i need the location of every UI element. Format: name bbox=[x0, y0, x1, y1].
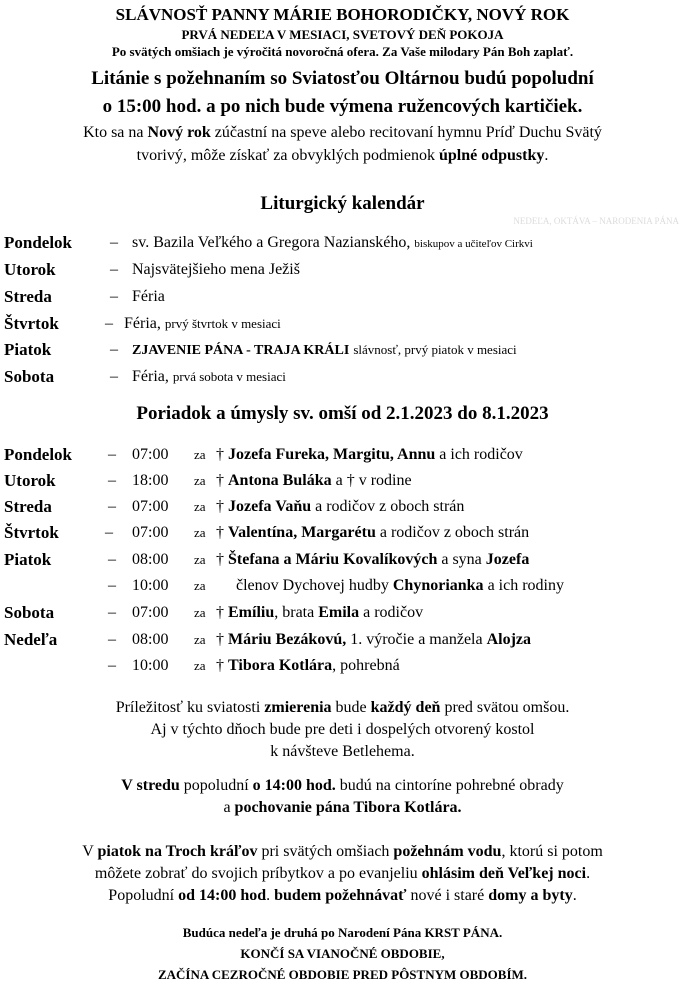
dash-separator: – bbox=[108, 631, 116, 648]
calendar-small-text: prvý štvrtok v mesiaci bbox=[164, 316, 281, 331]
indulgence-note: Kto sa na Nový rok zúčastní na speve alebo recitovaní hymnu Príď Duchu Svätý tvorivý, môže získať za obvyklých podmienok úplné odpustky. bbox=[83, 124, 602, 164]
calendar-main-text: Féria bbox=[132, 288, 165, 305]
calendar-small-text: slávnosť, prvý piatok v mesiaci bbox=[353, 342, 517, 357]
calendar-text bbox=[124, 311, 281, 337]
mass-za: za bbox=[194, 473, 206, 488]
calendar-day: Streda bbox=[4, 287, 52, 306]
intention-name: Jozefa bbox=[485, 551, 530, 568]
intention-name: Tibora Kotlára bbox=[228, 657, 333, 674]
cross-icon: † bbox=[216, 524, 224, 541]
calendar-main-text: sv. Bazila Veľkého a Gregora Nazianského, bbox=[132, 234, 411, 251]
mass-day: Utorok bbox=[4, 471, 56, 490]
intention-text: a rodičov bbox=[359, 604, 424, 621]
intention-text: členov Dychovej hudby bbox=[236, 577, 393, 594]
dash-separator: – bbox=[108, 577, 116, 594]
intention-name: Antona Buláka bbox=[228, 472, 332, 489]
intention-text: a † v rodine bbox=[331, 472, 412, 489]
mass-za: za bbox=[194, 552, 206, 567]
intention-name: Jozefa Vaňu bbox=[228, 498, 312, 515]
intention-name: Emila bbox=[318, 604, 360, 621]
cross-icon: † bbox=[216, 631, 224, 648]
dash-separator: – bbox=[108, 604, 116, 621]
mass-time: 10:00 bbox=[132, 657, 169, 674]
intention-name: Jozefa Fureka, Margitu, Annu bbox=[228, 446, 436, 463]
mass-time: 07:00 bbox=[132, 498, 169, 515]
funeral-notice: V stredu popoludní o 14:00 hod. budú na cintoríne pohrebné obrady a pochovanie pána Tibora Kotlára. bbox=[121, 777, 564, 816]
mass-intention bbox=[216, 547, 529, 573]
page-title: SLÁVNOSŤ PANNY MÁRIE BOHORODIČKY, NOVÝ ROK bbox=[115, 5, 570, 24]
intention-text: a rodičov z oboch strán bbox=[375, 524, 530, 541]
intention-text: a ich rodiny bbox=[483, 577, 564, 594]
mass-za: za bbox=[194, 499, 206, 514]
dash-separator: – bbox=[108, 472, 116, 489]
mass-intention bbox=[216, 653, 400, 679]
intention-text: a syna bbox=[437, 551, 486, 568]
mass-intention bbox=[216, 600, 423, 626]
mass-za: za bbox=[194, 525, 206, 540]
dash-separator: – bbox=[110, 341, 118, 358]
intention-name: Valentína, Margarétu bbox=[228, 524, 376, 541]
mass-time: 18:00 bbox=[132, 472, 169, 489]
mass-za: za bbox=[194, 447, 206, 462]
dash-separator: – bbox=[110, 261, 118, 278]
calendar-day: Piatok bbox=[4, 340, 52, 359]
cross-icon: † bbox=[216, 551, 224, 568]
confession-notice: Príležitosť ku sviatosti zmierenia bude každý deň pred svätou omšou. Aj v týchto dňoch bude pre deti i dospelých otvorený kostol k návšteve Betlehema. bbox=[115, 699, 570, 760]
intention-text: , brata bbox=[274, 604, 319, 621]
calendar-day: Pondelok bbox=[4, 233, 73, 252]
mass-day: Streda bbox=[4, 497, 52, 516]
mass-day: Štvrtok bbox=[4, 523, 59, 542]
dash-separator: – bbox=[110, 368, 118, 385]
intention-name: Chynorianka bbox=[392, 577, 484, 594]
mass-intention bbox=[216, 494, 464, 520]
dash-separator: – bbox=[108, 446, 116, 463]
calendar-main-text: Féria, bbox=[124, 315, 161, 332]
mass-intention bbox=[216, 627, 531, 653]
dash-separator: – bbox=[110, 288, 118, 305]
mass-za: za bbox=[194, 658, 206, 673]
mass-intention bbox=[236, 573, 564, 599]
dash-separator: – bbox=[108, 657, 116, 674]
intention-text: , pohrebná bbox=[332, 657, 400, 674]
mass-time: 07:00 bbox=[132, 524, 169, 541]
calendar-text bbox=[132, 364, 286, 390]
dash-separator: – bbox=[110, 234, 118, 251]
epiphany-notice: V piatok na Troch kráľov pri svätých omšiach požehnám vodu, ktorú si potom môžete zobrať do svojich príbytkov a po evanjeliu ohlásim deň Veľkej noci. Popoludní od 14:00 hod. budem požehnávať nové i staré domy a byty. bbox=[82, 843, 603, 904]
mass-intention bbox=[216, 442, 523, 468]
dash-separator: – bbox=[105, 315, 113, 332]
dash-separator: – bbox=[108, 551, 116, 568]
mass-day: Sobota bbox=[4, 603, 55, 622]
mass-za: za bbox=[194, 578, 206, 593]
intention-text: 1. výročie a manžela bbox=[346, 631, 487, 648]
mass-intention bbox=[216, 468, 412, 494]
calendar-small-text: prvá sobota v mesiaci bbox=[172, 369, 286, 384]
mass-za: za bbox=[194, 632, 206, 647]
footer-announcement: Budúca nedeľa je druhá po Narodení Pána KRST PÁNA. KONČÍ SA VIANOČNÉ OBDOBIE, ZAČÍNA CEZROČNÉ OBDOBIE PRED PÔSTNYM OBDOBÍM. bbox=[157, 925, 528, 982]
cross-icon: † bbox=[216, 498, 224, 515]
calendar-main-text: ZJAVENIE PÁNA - TRAJA KRÁLI bbox=[132, 343, 350, 358]
mass-intention bbox=[216, 520, 529, 546]
faint-bleedthrough-text: NEDEĽA, OKTÁVA – NARODENIA PÁNA bbox=[513, 216, 679, 226]
intention-text: a ich rodičov bbox=[435, 446, 523, 463]
mass-time: 07:00 bbox=[132, 604, 169, 621]
masses-title: Poriadok a úmysly sv. omší od 2.1.2023 do 8.1.2023 bbox=[136, 403, 549, 424]
cross-icon: † bbox=[216, 472, 224, 489]
intention-name: Emíliu bbox=[228, 604, 275, 621]
calendar-text bbox=[132, 257, 300, 283]
intention-name: Máriu Bezákovú, bbox=[228, 631, 347, 648]
litany-announcement: Litánie s požehnaním so Sviatosťou Oltárnou budú popoludní o 15:00 hod. a po nich bude výmena ružencových kartičiek. bbox=[91, 68, 594, 117]
cross-icon: † bbox=[216, 446, 224, 463]
calendar-main-text: Najsvätejšieho mena Ježiš bbox=[132, 261, 300, 278]
mass-time: 10:00 bbox=[132, 577, 169, 594]
cross-icon: † bbox=[216, 604, 224, 621]
calendar-text bbox=[132, 337, 517, 364]
calendar-title: Liturgický kalendár bbox=[260, 193, 425, 214]
mass-time: 08:00 bbox=[132, 551, 169, 568]
dash-separator: – bbox=[108, 498, 116, 515]
intention-name: Alojza bbox=[486, 631, 532, 648]
calendar-text bbox=[132, 230, 533, 257]
dash-separator: – bbox=[105, 524, 113, 541]
calendar-small-text: biskupov a učiteľov Cirkvi bbox=[414, 238, 533, 250]
mass-time: 08:00 bbox=[132, 631, 169, 648]
calendar-main-text: Féria, bbox=[132, 368, 169, 385]
calendar-text bbox=[132, 284, 165, 310]
offering-note: Po svätých omšiach je výročitá novoročná ofera. Za Vaše milodary Pán Boh zaplať. bbox=[111, 44, 574, 59]
mass-day: Pondelok bbox=[4, 445, 73, 464]
calendar-day: Utorok bbox=[4, 260, 56, 279]
mass-day: Nedeľa bbox=[4, 630, 58, 649]
intention-text: a rodičov z oboch strán bbox=[311, 498, 465, 515]
calendar-day: Sobota bbox=[4, 367, 55, 386]
intention-name: Štefana a Máriu Kovalíkových bbox=[228, 551, 438, 568]
mass-time: 07:00 bbox=[132, 446, 169, 463]
calendar-day: Štvrtok bbox=[4, 314, 59, 333]
page-subtitle: PRVÁ NEDEĽA V MESIACI, SVETOVÝ DEŇ POKOJA bbox=[181, 27, 504, 42]
cross-icon: † bbox=[216, 657, 224, 674]
mass-za: za bbox=[194, 605, 206, 620]
mass-day: Piatok bbox=[4, 550, 52, 569]
